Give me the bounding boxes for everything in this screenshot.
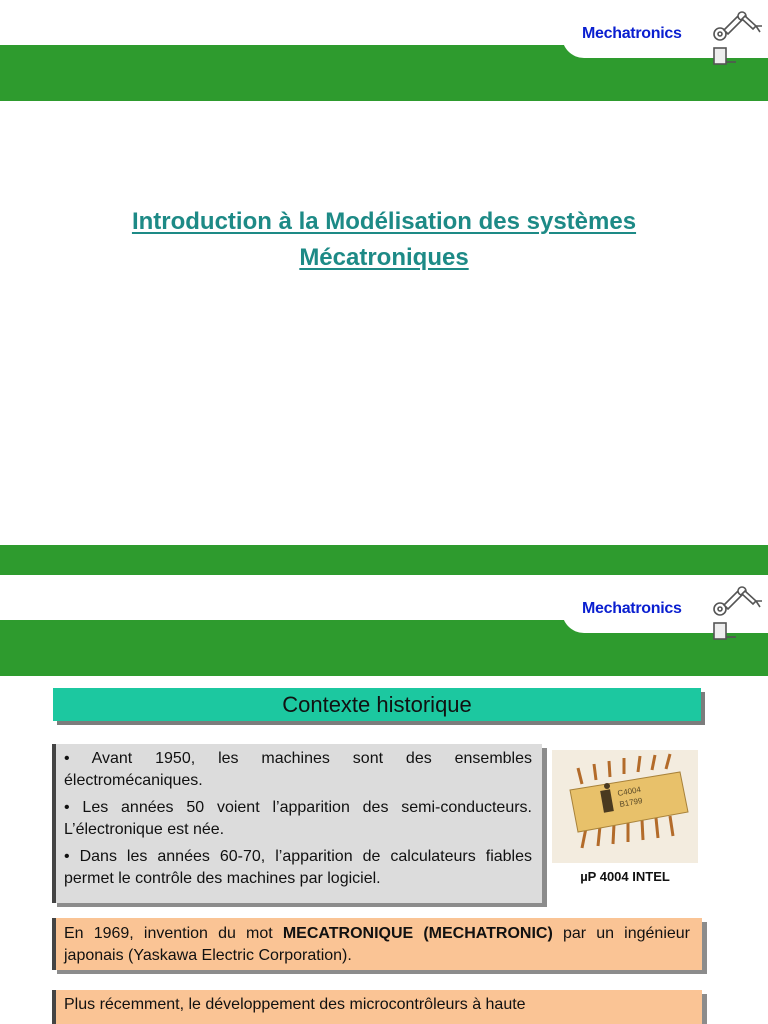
history-bullet-1: • Avant 1950, les machines sont des ensembles électromécaniques. xyxy=(64,750,532,789)
chip-caption: µP 4004 INTEL xyxy=(580,869,670,884)
brand-label: Mechatronics xyxy=(582,25,682,42)
slide-2 xyxy=(0,575,768,1024)
invention-text-end: par un ingénieur japonais (Yaskawa Electric Corporation). xyxy=(64,925,691,964)
recent-box: Plus récemment, le développement des microcontrôleurs à haute xyxy=(52,990,702,1024)
brand-label: Mechatronics xyxy=(582,600,682,617)
history-bullet-2: • Les années 50 voient l’apparition des semi-conducteurs. L’électronique est née. xyxy=(64,799,532,838)
footer-band xyxy=(0,545,768,575)
chip-marking-1: C4004 xyxy=(616,785,642,798)
invention-text-start: En 1969, invention du mot xyxy=(64,925,283,942)
slide-title-line-2: Mécatroniques xyxy=(299,244,469,271)
chip-marking-2: B1799 xyxy=(618,796,644,809)
section-title: Contexte historique xyxy=(53,688,701,721)
slide-title xyxy=(60,204,708,276)
robot-arm-icon xyxy=(706,579,768,641)
invention-box xyxy=(52,918,702,970)
history-box xyxy=(52,744,542,903)
history-bullet-3: • Dans les années 60-70, l’apparition de calculateurs fiables permet le contrôle des machines par logiciel. xyxy=(64,848,532,887)
robot-arm-icon xyxy=(706,4,768,66)
slide-title-line-1: Introduction à la Modélisation des systèmes xyxy=(131,208,637,235)
invention-term: MECATRONIQUE (MECHATRONIC) xyxy=(282,925,553,942)
intel-4004-chip-photo xyxy=(552,750,698,863)
